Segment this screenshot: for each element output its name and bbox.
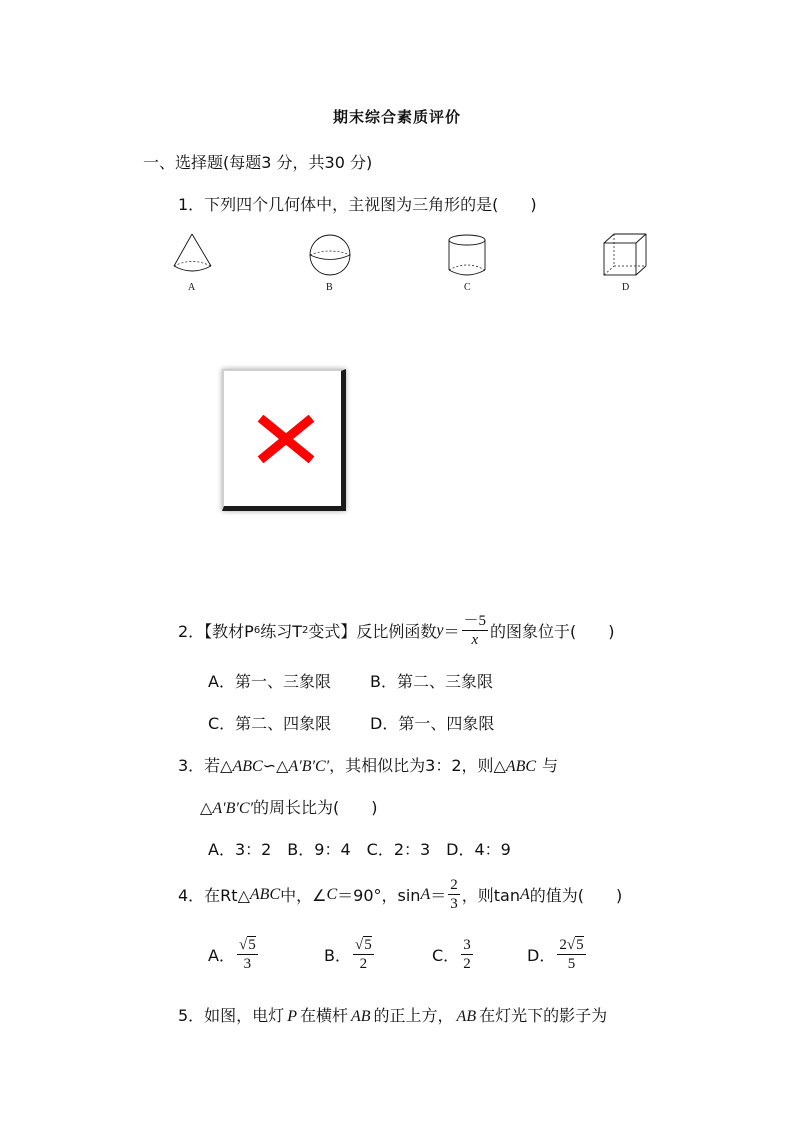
question-3-line-2 [200, 795, 378, 818]
q4-eq: ＝ [430, 886, 447, 905]
question-1: 1．下列四个几何体中，主视图为三角形的是( ) [178, 195, 537, 214]
sphere-icon [306, 234, 354, 278]
q4-option-b-num: √5 [354, 937, 372, 953]
q2-option-c: C．第二、四象限 [208, 714, 332, 733]
q2-numerator: －5 [463, 613, 487, 629]
q5-text-4: 在灯光下的影子为 [479, 1006, 608, 1025]
q2-eq: ＝ [443, 622, 460, 641]
broken-image-placeholder [222, 369, 350, 515]
q2-option-a: A．第一、三象限 [208, 672, 331, 691]
cube-icon [601, 232, 649, 278]
cylinder-icon [444, 232, 490, 278]
q4-text-3: ＝90°，sin [337, 886, 421, 905]
q2-var-y: y [436, 621, 444, 639]
q5-ab: AB [350, 1008, 371, 1025]
q4-option-b-label: B． [324, 946, 351, 965]
q4-option-c [432, 936, 475, 973]
q4-option-d-label: D． [527, 946, 556, 965]
q3-text-1: 3．若△ [178, 756, 233, 775]
question-4 [178, 876, 622, 913]
section-heading: 一、选择题(每题3 分，共30 分) [143, 153, 373, 172]
q4-text-2: 中，∠ [280, 886, 327, 905]
q5-text-2: 在横杆 [299, 1006, 348, 1025]
figure-label-a: A [188, 282, 196, 293]
q4-option-a-fraction [237, 936, 258, 973]
figure-label-c: C [464, 282, 471, 293]
q4-text-5: 的值为( ) [529, 886, 623, 905]
q4-option-d-fraction [557, 936, 585, 973]
q2-text-4: 的图象位于( ) [490, 622, 615, 641]
q2-text-1: 2．【教材P [178, 622, 254, 641]
q4-option-d-num: 2√5 [559, 937, 584, 953]
q3-abc2: A′B′C′ [288, 758, 330, 775]
q3-text-5: 的周长比为( ) [253, 798, 378, 817]
q2-sub-1: 6 [253, 625, 261, 636]
q4-option-c-fraction [461, 936, 473, 973]
q4-a-var: A [420, 885, 431, 903]
q4-c: C [326, 885, 338, 903]
q2-option-b: B．第二、三象限 [370, 672, 493, 691]
q3-options: A．3：2 B．9：4 C．2：3 D．4：9 [208, 840, 511, 859]
q4-option-c-label: C． [432, 946, 460, 965]
q2-option-d: D．第一、四象限 [370, 714, 495, 733]
cone-icon [168, 232, 218, 278]
q4-option-a-label: A． [208, 946, 235, 965]
q4-fraction [448, 876, 460, 913]
q4-option-a-den: 3 [243, 956, 252, 972]
q4-option-c-den: 2 [463, 956, 471, 972]
q4-option-d-den: 5 [567, 956, 576, 972]
q2-denominator: x [471, 632, 479, 648]
q5-text-1: 5．如图，电灯 [178, 1006, 285, 1025]
q4-option-a-rad: 5 [248, 937, 256, 953]
figure-label-b: B [326, 282, 333, 293]
question-3-line-1 [178, 753, 558, 776]
q2-fraction [462, 612, 489, 649]
q4-option-b-fraction [353, 936, 374, 973]
page-title: 期末综合素质评价 [332, 108, 461, 126]
broken-image-icon [256, 415, 316, 463]
q4-option-b [324, 936, 376, 973]
q4-option-d-rad: 5 [576, 937, 584, 953]
q2-sub-2: 2 [302, 625, 309, 636]
q4-option-a [208, 936, 260, 973]
q3-abc2-2: A′B′C′ [212, 800, 254, 817]
q5-p: P [287, 1008, 297, 1025]
q4-numerator: 2 [450, 877, 458, 893]
q4-abc: ABC [249, 885, 281, 903]
q4-option-b-rad: 5 [364, 937, 372, 953]
q4-a-var-2: A [519, 885, 530, 903]
q3-text-4: △ [200, 798, 213, 817]
q3-abc: ABC [232, 758, 263, 775]
q4-option-a-num: √5 [238, 937, 256, 953]
q5-text-3: 的正上方， [373, 1006, 454, 1025]
q4-option-d-coef: 2 [559, 937, 567, 953]
q4-text-4: ，则tan [461, 886, 520, 905]
q4-denominator: 3 [450, 896, 458, 912]
q4-option-b-den: 2 [359, 956, 368, 972]
q2-text-2: 练习T [260, 622, 302, 641]
q3-text-2: ，其相似比为3：2，则△ [329, 756, 506, 775]
question-2 [178, 612, 615, 649]
q2-text-3: 变式】反比例函数 [308, 622, 437, 641]
q5-ab-2: AB [456, 1008, 477, 1025]
question-5 [178, 1003, 607, 1026]
q4-option-d [527, 936, 588, 973]
q3-abc-3: ABC [505, 758, 537, 775]
q4-text-1: 4．在Rt△ [178, 886, 250, 905]
figure-label-d: D [622, 282, 630, 293]
q3-text-3: 与 [542, 756, 559, 775]
q4-option-c-num: 3 [463, 937, 471, 953]
q3-sim: ∽△ [262, 756, 289, 775]
